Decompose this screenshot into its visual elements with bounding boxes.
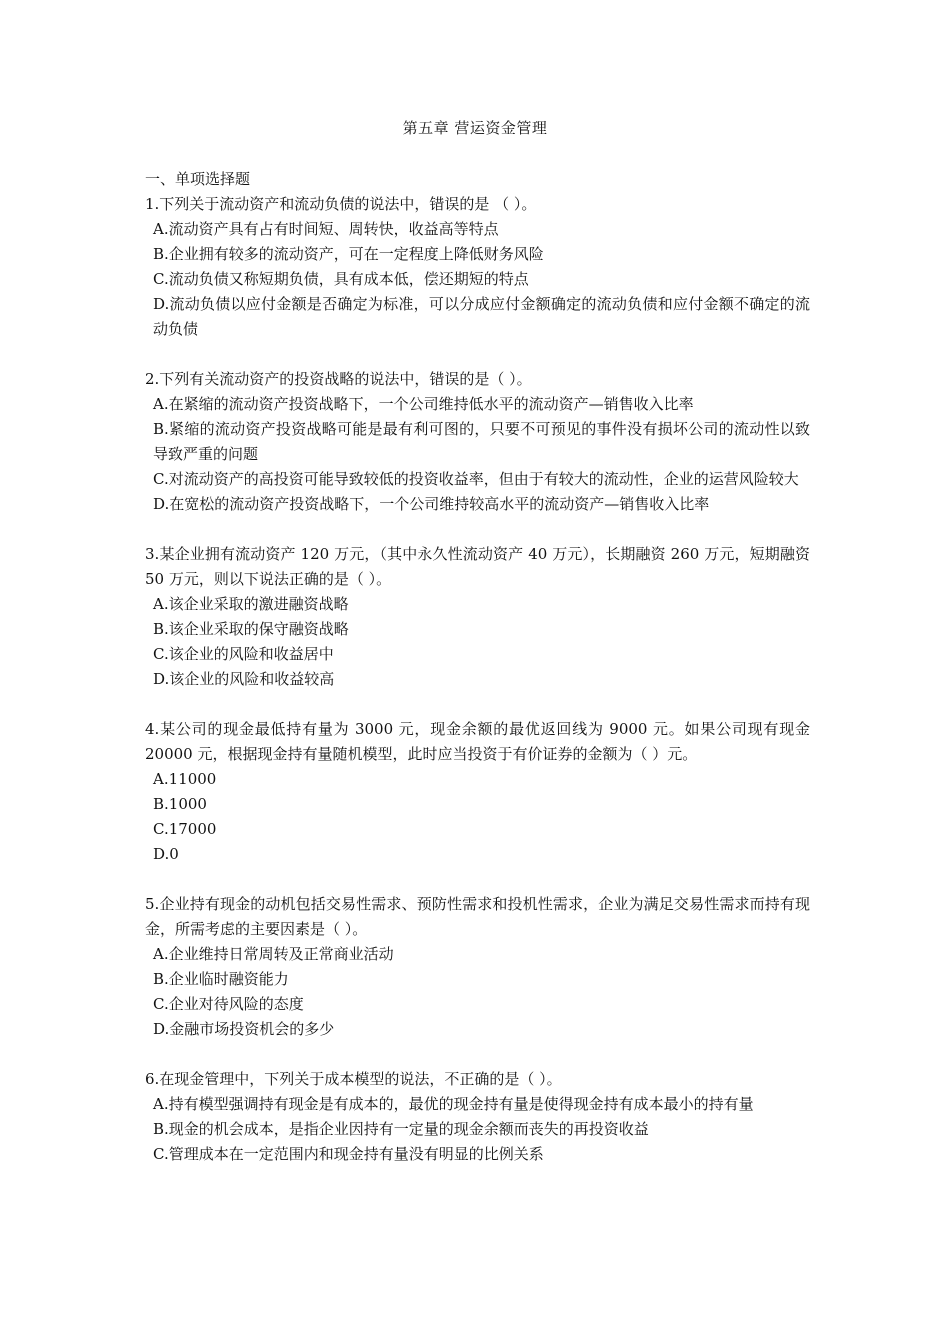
spacer (145, 517, 810, 542)
question-1-option-c: C.流动负债又称短期负债，具有成本低，偿还期短的特点 (153, 270, 529, 288)
question-6-stem: 6.在现金管理中，下列关于成本模型的说法，不正确的是（ ）。 (145, 1070, 562, 1088)
question-2-option-c: C.对流动资产的高投资可能导致较低的投资收益率，但由于有较大的流动性，企业的运营风险较大 (153, 470, 799, 488)
section-heading: 一、单项选择题 (145, 170, 251, 188)
spacer (145, 867, 810, 892)
question-2-stem: 2.下列有关流动资产的投资战略的说法中，错误的是（ ）。 (145, 370, 532, 388)
question-4-stem: 4.某公司的现金最低持有量为 3000 元，现金余额的最优返回线为 9000 元。如果公司现有现金 20000 元，根据现金持有量随机模型，此时应当投资于有价证券的金额为（ ）元。 (145, 720, 810, 763)
spacer (145, 342, 810, 367)
question-4-option-d: D.0 (153, 845, 179, 863)
question-3-option-b: B.该企业采取的保守融资战略 (153, 620, 349, 638)
document-body (145, 167, 810, 1167)
spacer (145, 692, 810, 717)
question-2-option-b: B.紧缩的流动资产投资战略可能是最有利可图的，只要不可预见的事件没有损坏公司的流动性以致导致严重的问题 (153, 420, 810, 463)
question-4-option-a: A.11000 (153, 770, 217, 788)
question-4-option-b: B.1000 (153, 795, 207, 813)
question-3-option-d: D.该企业的风险和收益较高 (153, 670, 335, 688)
question-1-option-b: B.企业拥有较多的流动资产，可在一定程度上降低财务风险 (153, 245, 544, 263)
spacer (145, 1042, 810, 1067)
question-5-stem: 5.企业持有现金的动机包括交易性需求、预防性需求和投机性需求，企业为满足交易性需求而持有现金，所需考虑的主要因素是（ ）。 (145, 895, 810, 938)
question-1-option-d: D.流动负债以应付金额是否确定为标准，可以分成应付金额确定的流动负债和应付金额不确定的流动负债 (153, 295, 810, 338)
question-1-stem: 1.下列关于流动资产和流动负债的说法中，错误的是 （ ）。 (145, 195, 537, 213)
question-5-option-b: B.企业临时融资能力 (153, 970, 289, 988)
question-6-option-a: A.持有模型强调持有现金是有成本的，最优的现金持有量是使得现金持有成本最小的持有量 (153, 1095, 754, 1113)
question-3-option-a: A.该企业采取的激进融资战略 (153, 595, 349, 613)
chapter-title: 第五章 营运资金管理 (402, 119, 548, 137)
question-5-option-d: D.金融市场投资机会的多少 (153, 1020, 335, 1038)
question-2-option-d: D.在宽松的流动资产投资战略下，一个公司维持较高水平的流动资产—销售收入比率 (153, 495, 710, 513)
question-2-option-a: A.在紧缩的流动资产投资战略下，一个公司维持低水平的流动资产—销售收入比率 (153, 395, 694, 413)
question-6-option-c: C.管理成本在一定范围内和现金持有量没有明显的比例关系 (153, 1145, 544, 1163)
question-5-option-c: C.企业对待风险的态度 (153, 995, 304, 1013)
question-3-option-c: C.该企业的风险和收益居中 (153, 645, 334, 663)
question-4-option-c: C.17000 (153, 820, 217, 838)
question-3-stem: 3.某企业拥有流动资产 120 万元，（其中永久性流动资产 40 万元），长期融资 260 万元，短期融资 50 万元，则以下说法正确的是（ ）。 (145, 545, 810, 588)
question-6-option-b: B.现金的机会成本，是指企业因持有一定量的现金余额而丧失的再投资收益 (153, 1120, 649, 1138)
question-5-option-a: A.企业维持日常周转及正常商业活动 (153, 945, 394, 963)
question-1-option-a: A.流动资产具有占有时间短、周转快，收益高等特点 (153, 220, 499, 238)
